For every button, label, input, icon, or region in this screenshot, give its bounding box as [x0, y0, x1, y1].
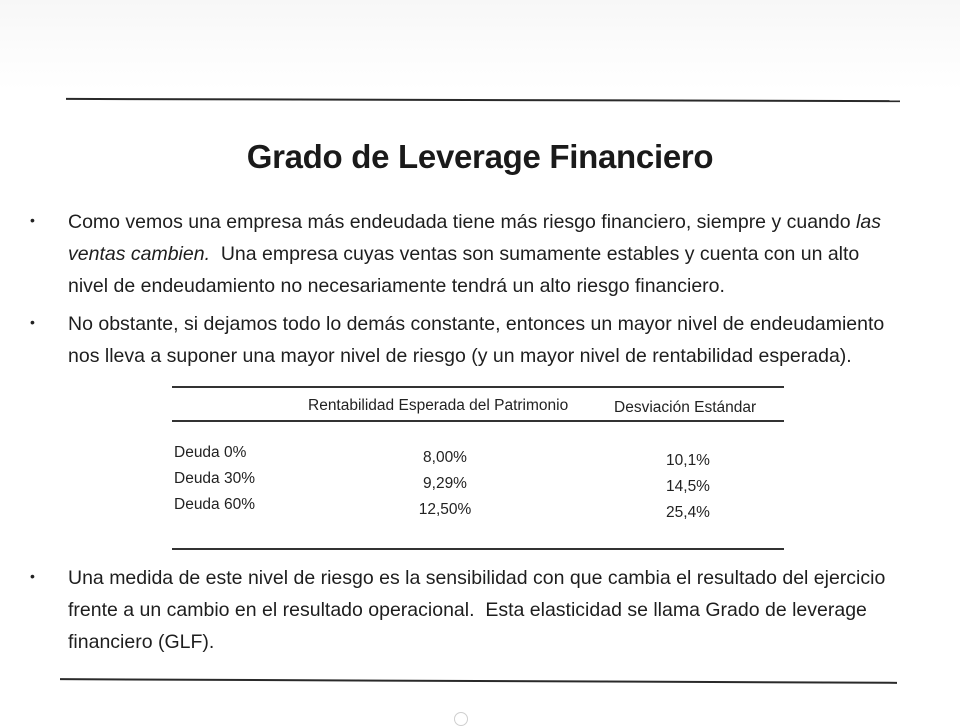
text-span: nos lleva a suponer una mayor nivel de riesgo (y un mayor nivel de rentabilidad esperada). — [68, 345, 852, 367]
table-cell-rentabilidad: 9,29% — [423, 475, 467, 492]
table-header-desviacion: Desviación Estándar — [614, 399, 757, 416]
table-cell-desviacion: 14,5% — [666, 478, 710, 495]
text-span: Una empresa cuyas ventas son sumamente estables y cuenta con un alto — [210, 243, 860, 265]
text-span: financiero (GLF). — [68, 631, 215, 653]
paragraph-line — [68, 626, 918, 658]
bottom-divider — [60, 678, 897, 684]
table-top-rule — [172, 386, 784, 388]
bullet-paragraph-2 — [68, 308, 918, 372]
text-span: frente a un cambio en el resultado operacional. Esta elasticidad se llama Grado de leverage — [68, 599, 867, 621]
paragraph-line — [68, 308, 918, 340]
top-divider — [66, 98, 900, 102]
scan-mark-circle — [454, 712, 468, 726]
emphasis-text: las — [856, 211, 881, 233]
bullet-icon: • — [30, 314, 35, 330]
text-span: nivel de endeudamiento no necesariamente tendrá un alto riesgo financiero. — [68, 275, 725, 297]
slide-title: Grado de Leverage Financiero — [246, 138, 714, 175]
table-cell-rentabilidad: 12,50% — [418, 501, 472, 518]
emphasis-text: ventas cambien. — [68, 243, 210, 265]
paragraph-line — [68, 270, 918, 302]
paragraph-line — [68, 238, 918, 270]
text-span: No obstante, si dejamos todo lo demás constante, entonces un mayor nivel de endeudamiento — [68, 313, 885, 335]
table-bottom-rule — [172, 548, 784, 550]
paragraph-line — [68, 594, 918, 626]
bullet-paragraph-3 — [68, 562, 918, 658]
table-cell-desviacion: 10,1% — [666, 452, 710, 469]
table-header-rule — [172, 420, 784, 422]
bullet-paragraph-1 — [68, 206, 918, 302]
text-span: Como vemos una empresa más endeudada tiene más riesgo financiero, siempre y cuando — [68, 211, 857, 233]
table-cell-desviacion: 25,4% — [666, 504, 710, 521]
table-row-label: Deuda 30% — [174, 470, 256, 487]
bullet-icon: • — [30, 568, 35, 584]
table-row-label: Deuda 0% — [174, 444, 247, 461]
bullet-icon: • — [30, 212, 35, 228]
text-span: Una medida de este nivel de riesgo es la sensibilidad con que cambia el resultado del ejercicio — [68, 567, 886, 589]
paragraph-line — [68, 206, 918, 238]
paragraph-line — [68, 340, 918, 372]
paragraph-line — [68, 562, 918, 594]
table-row-label: Deuda 60% — [174, 496, 256, 513]
table-header-rentabilidad: Rentabilidad Esperada del Patrimonio — [308, 397, 569, 414]
table-cell-rentabilidad: 8,00% — [423, 449, 467, 466]
